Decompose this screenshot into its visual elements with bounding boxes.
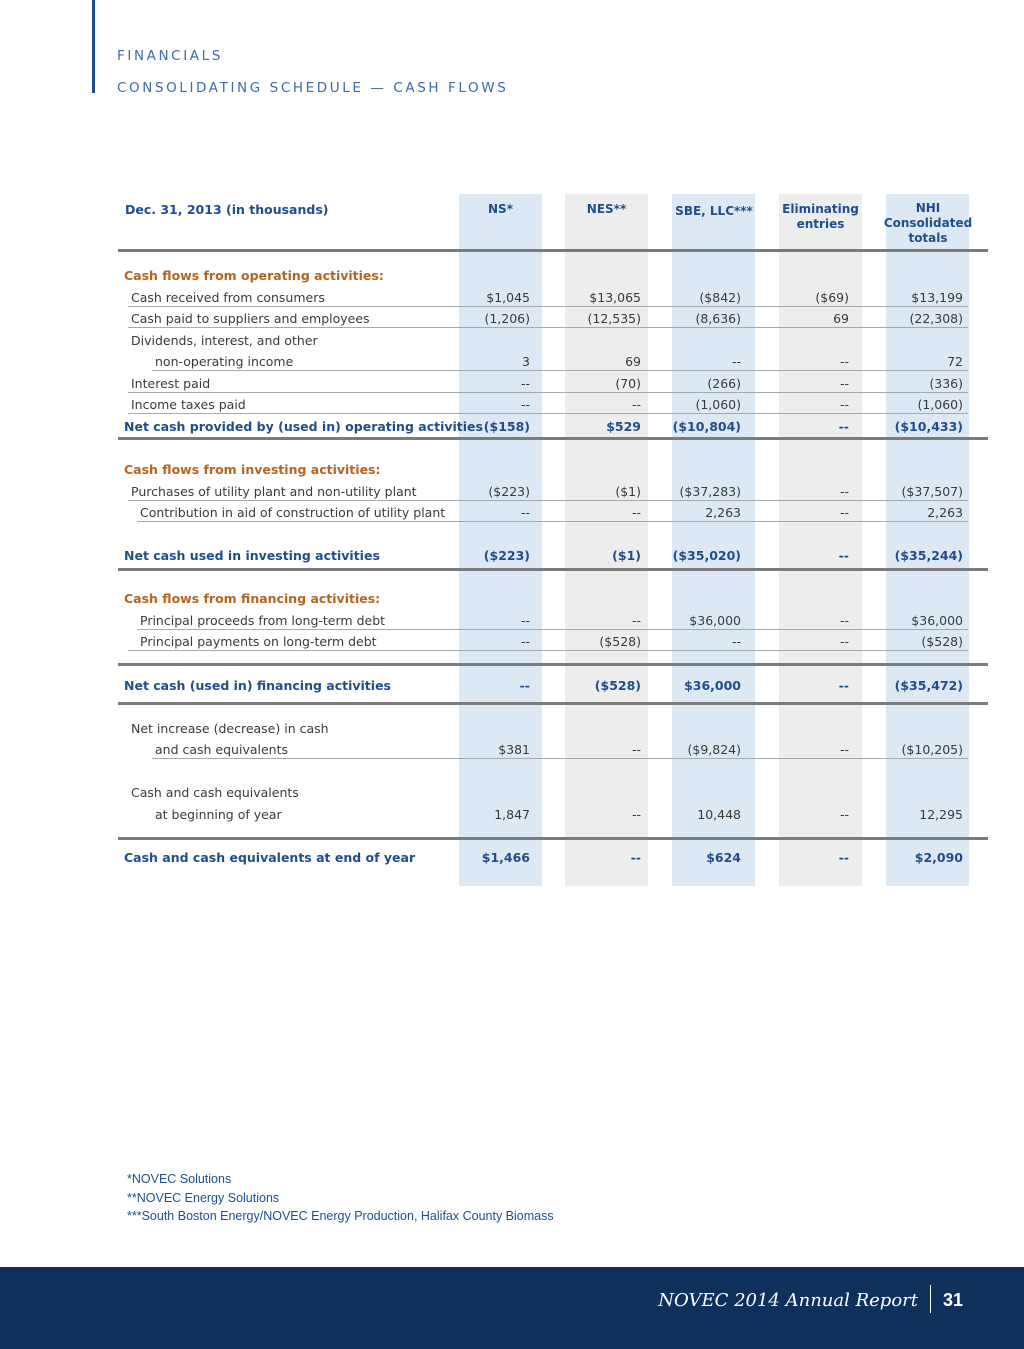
cell-value: 2,263 bbox=[705, 505, 741, 520]
column-header-line: NS* bbox=[488, 202, 513, 216]
table-row bbox=[0, 611, 1024, 631]
cell-value: ($37,283) bbox=[679, 484, 741, 499]
total-row bbox=[0, 848, 1024, 868]
cell-value: -- bbox=[838, 850, 849, 865]
row-label: Dividends, interest, and other bbox=[131, 333, 318, 348]
section-heading-row bbox=[0, 589, 1024, 609]
cell-value: -- bbox=[839, 634, 849, 649]
cell-value: $36,000 bbox=[911, 613, 963, 628]
cell-value: -- bbox=[731, 354, 741, 369]
row-divider bbox=[128, 306, 968, 307]
cell-value: (70) bbox=[615, 376, 641, 391]
column-header-sbe bbox=[664, 204, 764, 219]
footnotes bbox=[127, 1170, 554, 1226]
section-rule bbox=[118, 663, 988, 666]
cell-value: ($528) bbox=[921, 634, 963, 649]
row-label: Purchases of utility plant and non-utility plant bbox=[131, 484, 417, 499]
column-header-eliminating bbox=[772, 202, 869, 232]
row-divider bbox=[152, 758, 968, 759]
page-number: 31 bbox=[943, 1290, 964, 1310]
footnote: ***South Boston Energy/NOVEC Energy Production, Halifax County Biomass bbox=[127, 1209, 554, 1223]
section-rule bbox=[118, 837, 988, 840]
row-divider bbox=[128, 500, 968, 501]
row-label: Net cash provided by (used in) operating activities bbox=[124, 419, 483, 434]
table-period-label: Dec. 31, 2013 (in thousands) bbox=[125, 202, 329, 217]
row-label: Cash flows from investing activities: bbox=[124, 462, 381, 477]
cell-value: -- bbox=[839, 613, 849, 628]
cell-value: ($223) bbox=[483, 548, 530, 563]
row-divider bbox=[128, 327, 968, 328]
cell-value: -- bbox=[520, 376, 530, 391]
cell-value: (22,308) bbox=[909, 311, 963, 326]
row-label: Principal payments on long-term debt bbox=[140, 634, 377, 649]
cell-value: 72 bbox=[947, 354, 963, 369]
cell-value: $1,466 bbox=[481, 850, 530, 865]
row-label: Contribution in aid of construction of utility plant bbox=[140, 505, 446, 520]
cell-value: 12,295 bbox=[919, 807, 963, 822]
cell-value: $36,000 bbox=[689, 613, 741, 628]
cell-value: -- bbox=[520, 634, 530, 649]
cell-value: -- bbox=[838, 548, 849, 563]
column-header-line: NHI bbox=[915, 201, 941, 215]
row-label: Principal proceeds from long-term debt bbox=[140, 613, 386, 628]
footnote: *NOVEC Solutions bbox=[127, 1172, 232, 1186]
cell-value: -- bbox=[731, 634, 741, 649]
row-label: Net cash used in investing activities bbox=[124, 548, 380, 563]
table-row bbox=[0, 309, 1024, 329]
cell-value: -- bbox=[631, 397, 641, 412]
cell-value: $13,199 bbox=[911, 290, 963, 305]
cell-value: 3 bbox=[522, 354, 530, 369]
cell-value: (1,060) bbox=[695, 397, 741, 412]
cell-value: -- bbox=[520, 505, 530, 520]
row-label: Cash received from consumers bbox=[131, 290, 325, 305]
row-label: and cash equivalents bbox=[155, 742, 289, 757]
row-label: non-operating income bbox=[155, 354, 294, 369]
table-row bbox=[0, 783, 1024, 803]
column-header-line: entries bbox=[796, 217, 845, 231]
cell-value: $2,090 bbox=[914, 850, 963, 865]
cell-value: 69 bbox=[625, 354, 641, 369]
row-divider bbox=[128, 650, 968, 651]
column-header-nes bbox=[565, 202, 648, 217]
row-label: Net cash (used in) financing activities bbox=[124, 678, 391, 693]
cell-value: -- bbox=[631, 807, 641, 822]
cell-value: $1,045 bbox=[486, 290, 530, 305]
row-divider bbox=[128, 392, 968, 393]
table-row bbox=[0, 503, 1024, 523]
row-label: Cash and cash equivalents bbox=[131, 785, 299, 800]
cell-value: ($528) bbox=[594, 678, 641, 693]
cell-value: (12,535) bbox=[587, 311, 641, 326]
total-row bbox=[0, 676, 1024, 696]
total-row bbox=[0, 417, 1024, 437]
row-label: Cash and cash equivalents at end of year bbox=[124, 850, 416, 865]
cell-value: $529 bbox=[606, 419, 641, 434]
cell-value: (1,060) bbox=[917, 397, 963, 412]
cell-value: (8,636) bbox=[695, 311, 741, 326]
cell-value: (266) bbox=[707, 376, 741, 391]
section-heading-row bbox=[0, 460, 1024, 480]
footer-report-title: NOVEC 2014 Annual Report bbox=[658, 1290, 918, 1311]
cell-value: -- bbox=[838, 419, 849, 434]
cell-value: 1,847 bbox=[494, 807, 530, 822]
section-heading-row bbox=[0, 266, 1024, 286]
table-row bbox=[0, 805, 1024, 825]
cell-value: ($842) bbox=[699, 290, 741, 305]
row-label: Income taxes paid bbox=[131, 397, 246, 412]
table-row bbox=[0, 331, 1024, 351]
row-label: Net increase (decrease) in cash bbox=[131, 721, 329, 736]
cell-value: -- bbox=[519, 678, 530, 693]
table-row bbox=[0, 395, 1024, 415]
cell-value: -- bbox=[839, 397, 849, 412]
table-row bbox=[0, 719, 1024, 739]
column-header-line: NES** bbox=[586, 202, 627, 216]
row-divider bbox=[128, 413, 968, 414]
cell-value: -- bbox=[838, 678, 849, 693]
cell-value: ($35,472) bbox=[894, 678, 963, 693]
table-row bbox=[0, 374, 1024, 394]
header-rule bbox=[118, 249, 988, 252]
column-header-line: SBE, LLC*** bbox=[675, 204, 753, 218]
table-row bbox=[0, 482, 1024, 502]
cell-value: $381 bbox=[498, 742, 530, 757]
table-row bbox=[0, 740, 1024, 760]
footnote: **NOVEC Energy Solutions bbox=[127, 1190, 280, 1205]
cell-value: -- bbox=[631, 505, 641, 520]
column-header-line: totals bbox=[908, 231, 948, 245]
section-rule bbox=[118, 437, 988, 440]
total-row bbox=[0, 546, 1024, 566]
row-divider bbox=[137, 521, 968, 522]
cell-value: -- bbox=[839, 505, 849, 520]
row-divider bbox=[152, 370, 968, 371]
row-label: Cash flows from operating activities: bbox=[124, 268, 384, 283]
cell-value: ($223) bbox=[488, 484, 530, 499]
cell-value: (336) bbox=[929, 376, 963, 391]
cell-value: ($1) bbox=[615, 484, 641, 499]
footer-divider bbox=[930, 1285, 931, 1313]
cell-value: ($35,244) bbox=[894, 548, 963, 563]
cell-value: -- bbox=[839, 376, 849, 391]
cell-value: $624 bbox=[706, 850, 741, 865]
column-header-line: Consolidated bbox=[883, 216, 973, 230]
cell-value: -- bbox=[839, 484, 849, 499]
column-header-line: Eliminating bbox=[782, 202, 859, 216]
row-label: Interest paid bbox=[131, 376, 211, 391]
column-header-ns bbox=[459, 202, 542, 217]
cell-value: ($69) bbox=[815, 290, 849, 305]
section-title: FINANCIALS bbox=[117, 48, 223, 64]
cell-value: ($1) bbox=[612, 548, 641, 563]
cell-value: -- bbox=[520, 397, 530, 412]
cell-value: -- bbox=[631, 613, 641, 628]
section-rule bbox=[118, 702, 988, 705]
cell-value: -- bbox=[631, 742, 641, 757]
cell-value: 10,448 bbox=[697, 807, 741, 822]
cell-value: -- bbox=[839, 742, 849, 757]
cell-value: 69 bbox=[833, 311, 849, 326]
header-accent-bar bbox=[92, 0, 95, 93]
row-divider bbox=[137, 629, 968, 630]
cell-value: ($528) bbox=[599, 634, 641, 649]
table-row bbox=[0, 352, 1024, 372]
table-row bbox=[0, 632, 1024, 652]
cell-value: -- bbox=[839, 807, 849, 822]
cell-value: ($10,205) bbox=[901, 742, 963, 757]
cell-value: -- bbox=[520, 613, 530, 628]
row-label: at beginning of year bbox=[155, 807, 282, 822]
cell-value: (1,206) bbox=[484, 311, 530, 326]
section-subtitle: CONSOLIDATING SCHEDULE — CASH FLOWS bbox=[117, 80, 509, 96]
cell-value: ($35,020) bbox=[672, 548, 741, 563]
cell-value: ($37,507) bbox=[901, 484, 963, 499]
cell-value: ($10,433) bbox=[894, 419, 963, 434]
section-rule bbox=[118, 568, 988, 571]
cell-value: -- bbox=[839, 354, 849, 369]
cell-value: ($9,824) bbox=[687, 742, 741, 757]
table-row bbox=[0, 288, 1024, 308]
cell-value: $36,000 bbox=[684, 678, 741, 693]
row-label: Cash flows from financing activities: bbox=[124, 591, 381, 606]
column-header-consolidated bbox=[876, 201, 980, 246]
cell-value: 2,263 bbox=[927, 505, 963, 520]
cell-value: -- bbox=[630, 850, 641, 865]
row-label: Cash paid to suppliers and employees bbox=[131, 311, 370, 326]
cell-value: $13,065 bbox=[589, 290, 641, 305]
cell-value: ($158) bbox=[483, 419, 530, 434]
cell-value: ($10,804) bbox=[672, 419, 741, 434]
